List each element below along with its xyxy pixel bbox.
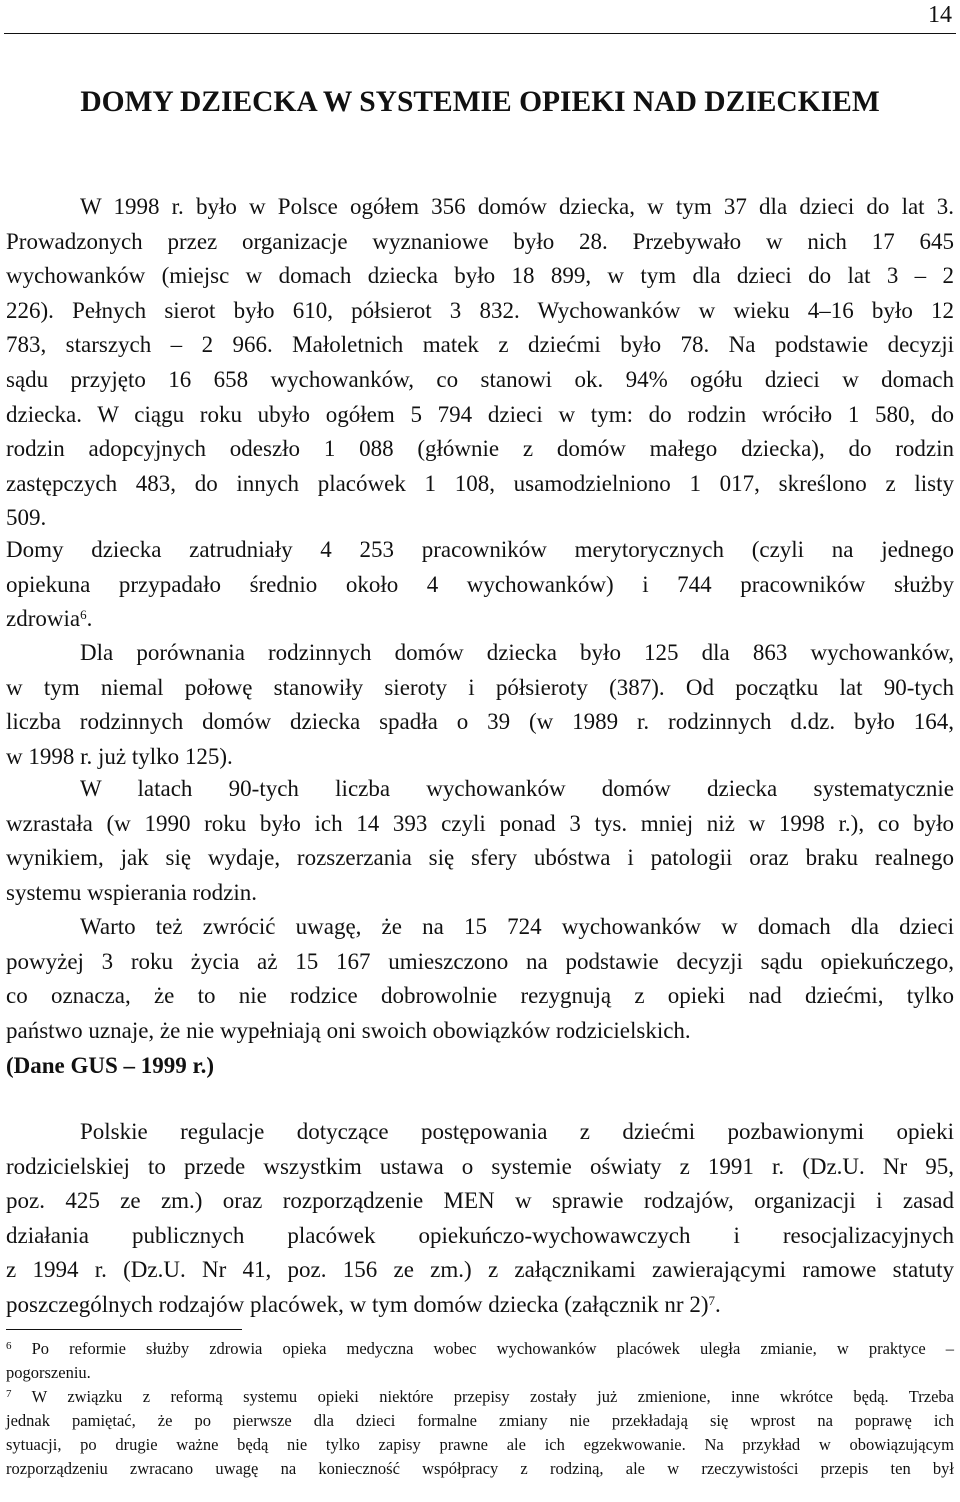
text-line: 783, starszych – 2 966. Małoletnich matek z dziećmi było 78. Na podstawie decyzji xyxy=(6,332,954,358)
text-line: W 1998 r. było w Polsce ogółem 356 domów dziecka, w tym 37 dla dzieci do lat 3. xyxy=(80,194,954,219)
text-line: Prowadzonych przez organizacje wyznaniowe było 28. Przebywało w nich 17 645 xyxy=(6,228,954,254)
footnote-separator xyxy=(6,1329,242,1330)
page-number: 14 xyxy=(928,2,952,28)
text-line: powyżej 3 roku życia aż 15 167 umieszczono na podstawie decyzji sądu opiekuńczego, xyxy=(6,948,954,974)
paragraph-statistics-1998 xyxy=(6,190,954,536)
text-punct: . xyxy=(86,606,93,632)
footnote-ref: 6 xyxy=(80,607,87,623)
text-line: wychowanków (miejsc w domach dziecka było 18 899, w tym dla dzieci do lat 3 – 2 xyxy=(6,263,954,289)
text-line: 509. xyxy=(6,505,47,531)
text-line: rodzicielskiej to przede wszystkim ustawa o systemie oświaty z 1991 r. (Dz.U. Nr 95, xyxy=(6,1153,954,1179)
text-line: systemu wspierania rodzin. xyxy=(6,879,258,905)
text-line: wzrastała (w 1990 roku było ich 14 393 czyli ponad 3 tys. mniej niż w 1998 r.), co było xyxy=(6,810,954,836)
text-line: opiekuna przypadało średnio około 4 wychowanków) i 744 pracowników służby xyxy=(6,571,954,597)
footnote-ref: 7 xyxy=(708,1292,715,1308)
text-line: co oznacza, że to nie rodzice dobrowolnie rezygnują z opieki nad dziećmi, tylko xyxy=(6,983,954,1009)
footnote-line: sytuacji, po drugie ważne będą nie tylko zapisy prawne ale ich egzekwowanie. Na przykład w obowiązującym xyxy=(6,1435,954,1454)
source-text: (Dane GUS – 1999 r.) xyxy=(6,1053,215,1078)
footnotes xyxy=(6,1337,954,1481)
text-line: w tym niemal połowę stanowiły sieroty i półsieroty (387). Od początku lat 90-tych xyxy=(6,674,954,700)
text-line: Domy dziecka zatrudniały 4 253 pracowników merytorycznych (czyli na jednego xyxy=(6,537,954,562)
text-line: poz. 425 ze zm.) oraz rozporządzenie MEN w sprawie rodzajów, organizacji i zasad xyxy=(6,1188,954,1214)
text-line: dziecka. W ciągu roku ubyło ogółem 5 794 dzieci w tym: do rodzin wróciło 1 580, do xyxy=(6,401,954,427)
text-punct: . xyxy=(715,1291,721,1317)
text-line: W latach 90-tych liczba wychowanków domów dziecka systematycznie xyxy=(80,776,954,801)
footnote-number: 7 xyxy=(6,1388,12,1400)
footnote-line: pogorszeniu. xyxy=(6,1363,91,1382)
header-rule xyxy=(4,33,956,34)
footnote-7 xyxy=(6,1385,954,1481)
text-line: liczba rodzinnych domów dziecka spadła o 39 (w 1989 r. rodzinnych d.dz. było 164, xyxy=(6,709,954,735)
text-line: z 1994 r. (Dz.U. Nr 41, poz. 156 ze zm.) z załącznikami zawierającymi ramowe statuty xyxy=(6,1257,954,1283)
text-line: państwo uznaje, że nie wypełniają oni swoich obowiązków rodzicielskich. xyxy=(6,1017,691,1043)
paragraph-court-decisions xyxy=(6,910,954,1048)
footnote-6 xyxy=(6,1337,954,1385)
text-line: poszczególnych rodzajów placówek, w tym domów dziecka (załącznik nr 2) xyxy=(6,1291,709,1317)
text-line: 226). Pełnych sierot było 610, półsierot 3 832. Wychowanków w wieku 4–16 było 12 xyxy=(6,297,954,323)
paragraph-regulations xyxy=(6,1115,954,1323)
text-line: wynikiem, jak się wydaje, rozszerzania się sfery ubóstwa i patologii oraz braku realnego xyxy=(6,845,954,871)
paragraph-family-homes xyxy=(6,636,954,774)
footnote-line: W związku z reformą systemu opieki niektóre przepisy zostały już zmienione, inne wkrótce będą. Trzeba xyxy=(31,1387,954,1406)
page-title: DOMY DZIECKA W SYSTEMIE OPIEKI NAD DZIECKIEM xyxy=(80,86,880,118)
text-line: zdrowia xyxy=(6,606,81,632)
text-line: rodzin adopcyjnych odeszło 1 088 (głównie z domów małego dziecka), do rodzin xyxy=(6,436,954,462)
footnote-number: 6 xyxy=(6,1340,12,1352)
text-line: Warto też zwrócić uwagę, że na 15 724 wychowanków w domach dla dzieci xyxy=(80,914,954,939)
text-line: zastępczych 483, do innych placówek 1 108, usamodzielniono 1 017, skreślono z listy xyxy=(6,470,954,496)
footnote-line: Po reformie służby zdrowia opieka medyczna wobec wychowanków placówek uległa zmianie, w praktyce – xyxy=(31,1339,954,1358)
paragraph-staffing xyxy=(6,533,954,637)
text-line: działania publicznych placówek opiekuńczo-wychowawczych i resocjalizacyjnych xyxy=(6,1222,954,1248)
text-line: w 1998 r. już tylko 125). xyxy=(6,743,233,769)
text-line: Dla porównania rodzinnych domów dziecka było 125 dla 863 wychowanków, xyxy=(80,640,954,665)
footnote-line: rozporządzeniu zwracano uwagę na konieczność współpracy z rodziną, ale w rzeczywistości przepis ten był xyxy=(6,1459,954,1478)
text-line: Polskie regulacje dotyczące postępowania z dziećmi pozbawionymi opieki xyxy=(80,1119,954,1144)
paragraph-trend-90s xyxy=(6,772,954,910)
footnote-line: jednak pamiętać, że po pierwsze dla dzieci formalne zmiany nie przekładają się wprost na poprawę ich xyxy=(6,1411,954,1430)
source-note xyxy=(6,1049,954,1084)
text-line: sądu przyjęto 16 658 wychowanków, co stanowi ok. 94% ogółu dzieci w domach xyxy=(6,366,954,392)
